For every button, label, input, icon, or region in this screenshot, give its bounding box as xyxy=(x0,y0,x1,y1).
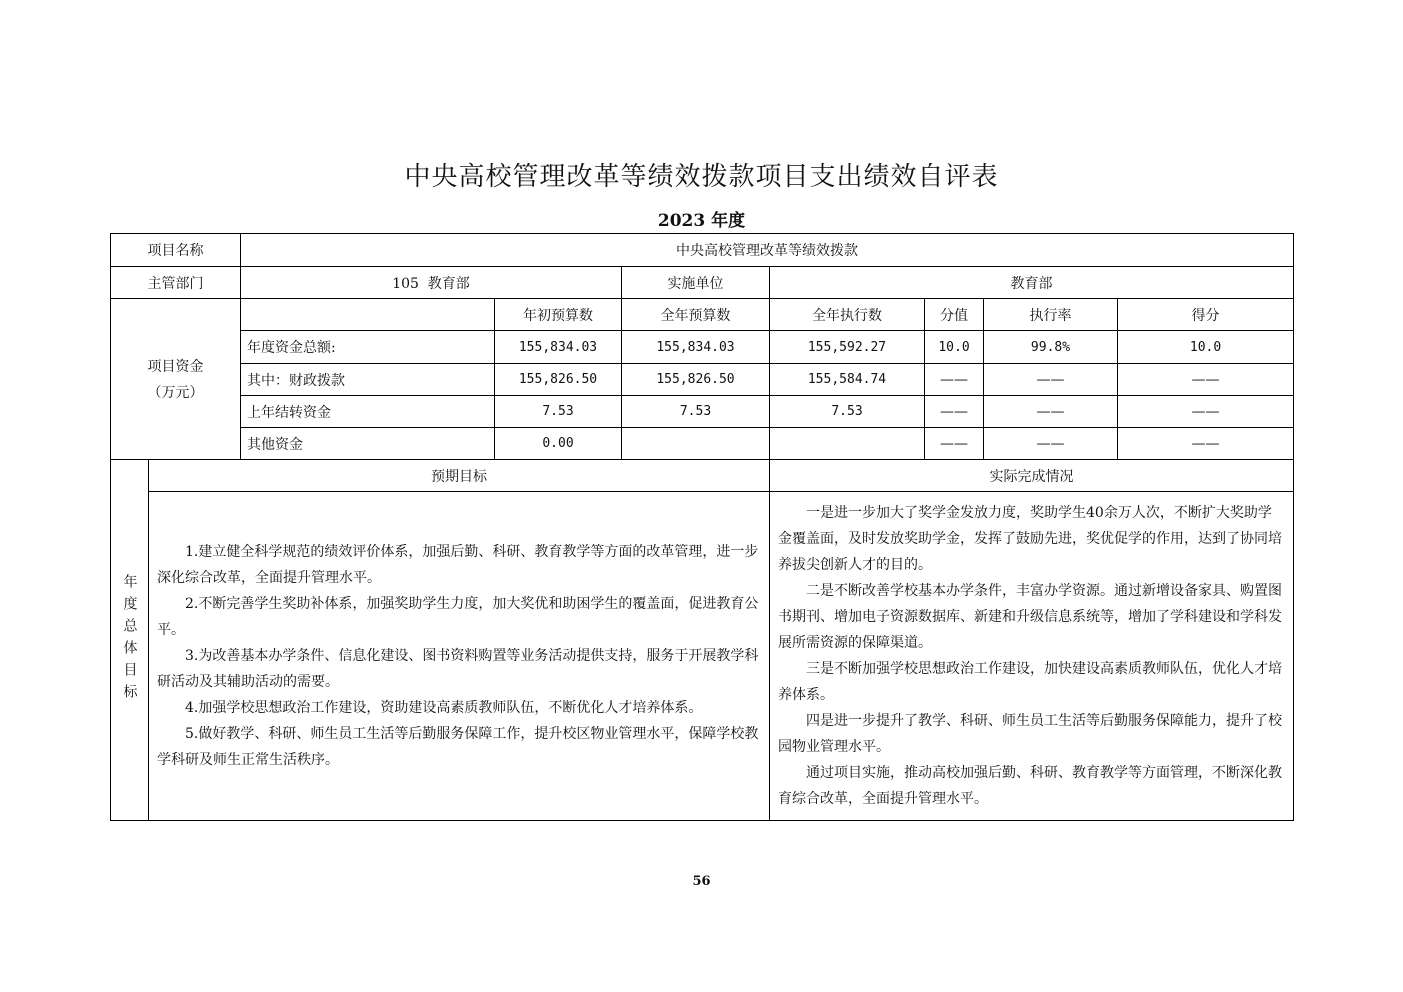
header-score-value: 分值 xyxy=(925,299,984,331)
header-annual-budget: 全年预算数 xyxy=(622,299,770,331)
cell-score-value: —— xyxy=(925,364,984,396)
table-row xyxy=(111,396,1294,428)
page-number: 56 xyxy=(692,874,711,889)
funds-label-line1: 项目资金 xyxy=(147,359,204,375)
cell-annual-budget: 7.53 xyxy=(622,396,770,428)
expected-goals-header: 预期目标 xyxy=(149,460,770,492)
cell-score-value: 10.0 xyxy=(925,331,984,364)
actual-completion-item: 三是不断加强学校思想政治工作建设，加快建设高素质教师队伍，优化人才培养体系。 xyxy=(778,661,1282,703)
year-subtitle: 2023 年度 xyxy=(657,211,746,231)
implementing-unit-label: 实施单位 xyxy=(622,267,770,299)
expected-goal-item: 3.为改善基本办学条件、信息化建设、图书资料购置等业务活动提供支持，服务于开展教学科研活动及其辅助活动的需要。 xyxy=(157,648,759,690)
header-score: 得分 xyxy=(1118,299,1294,331)
row-name: 年度资金总额: xyxy=(241,331,495,364)
cell-initial-budget: 155,834.03 xyxy=(495,331,622,364)
department-label: 主管部门 xyxy=(111,267,241,299)
funds-label xyxy=(111,299,241,460)
row-name: 其中：财政拨款 xyxy=(241,364,495,396)
project-name-row xyxy=(111,234,1294,267)
cell-score-value: —— xyxy=(925,396,984,428)
funds-header-row xyxy=(111,299,1294,331)
actual-completion-item: 四是进一步提升了教学、科研、师生员工生活等后勤服务保障能力，提升了校园物业管理水平。 xyxy=(778,713,1282,755)
cell-score: —— xyxy=(1118,396,1294,428)
funds-header-blank xyxy=(241,299,495,331)
goals-header-row xyxy=(111,460,1294,492)
table-row xyxy=(111,331,1294,364)
cell-annual-execution xyxy=(770,428,925,460)
cell-score: 10.0 xyxy=(1118,331,1294,364)
expected-goals-text xyxy=(149,492,770,821)
cell-execution-rate: —— xyxy=(984,364,1118,396)
implementing-unit-value: 教育部 xyxy=(770,267,1294,299)
cell-annual-execution: 7.53 xyxy=(770,396,925,428)
expected-goal-item: 5.做好教学、科研、师生员工生活等后勤服务保障工作，提升校区物业管理水平，保障学校教学科研及师生正常生活秩序。 xyxy=(157,726,759,768)
cell-execution-rate: —— xyxy=(984,396,1118,428)
page-title: 中央高校管理改革等绩效拨款项目支出绩效自评表 xyxy=(404,162,999,192)
project-name-label: 项目名称 xyxy=(111,234,241,267)
cell-score: —— xyxy=(1118,364,1294,396)
cell-execution-rate: —— xyxy=(984,428,1118,460)
actual-completion-item: 二是不断改善学校基本办学条件，丰富办学资源。通过新增设备家具、购置图书期刊、增加电子资源数据库、新建和升级信息系统等，增加了学科建设和学科发展所需资源的保障渠道。 xyxy=(778,583,1282,651)
cell-initial-budget: 7.53 xyxy=(495,396,622,428)
cell-annual-budget: 155,826.50 xyxy=(622,364,770,396)
cell-annual-execution: 155,584.74 xyxy=(770,364,925,396)
row-name: 其他资金 xyxy=(241,428,495,460)
cell-initial-budget: 0.00 xyxy=(495,428,622,460)
cell-execution-rate: 99.8% xyxy=(984,331,1118,364)
expected-goal-item: 1.建立健全科学规范的绩效评价体系，加强后勤、科研、教育教学等方面的改革管理，进一步深化综合改革，全面提升管理水平。 xyxy=(157,544,759,586)
header-execution-rate: 执行率 xyxy=(984,299,1118,331)
actual-completion-item: 通过项目实施，推动高校加强后勤、科研、教育教学等方面管理，不断深化教育综合改革，全面提升管理水平。 xyxy=(778,765,1282,807)
table-row xyxy=(111,364,1294,396)
self-evaluation-table xyxy=(110,233,1294,821)
cell-annual-budget: 155,834.03 xyxy=(622,331,770,364)
row-name: 上年结转资金 xyxy=(241,396,495,428)
actual-completion-header: 实际完成情况 xyxy=(770,460,1294,492)
cell-initial-budget: 155,826.50 xyxy=(495,364,622,396)
header-initial-budget: 年初预算数 xyxy=(495,299,622,331)
cell-score: —— xyxy=(1118,428,1294,460)
project-name-value: 中央高校管理改革等绩效拨款 xyxy=(241,234,1294,267)
goals-content-row xyxy=(111,492,1294,821)
cell-annual-execution: 155,592.27 xyxy=(770,331,925,364)
department-value: 105 教育部 xyxy=(241,267,622,299)
department-row xyxy=(111,267,1294,299)
header-annual-execution: 全年执行数 xyxy=(770,299,925,331)
funds-label-line2: （万元） xyxy=(147,385,204,401)
expected-goal-item: 2.不断完善学生奖助补体系，加强奖助学生力度，加大奖优和助困学生的覆盖面，促进教育公平。 xyxy=(157,596,759,638)
expected-goal-item: 4.加强学校思想政治工作建设，资助建设高素质教师队伍，不断优化人才培养体系。 xyxy=(185,700,703,716)
cell-score-value: —— xyxy=(925,428,984,460)
cell-annual-budget xyxy=(622,428,770,460)
actual-completion-item: 一是进一步加大了奖学金发放力度，奖助学生40余万人次，不断扩大奖助学金覆盖面，及时发放奖助学金，发挥了鼓励先进，奖优促学的作用，达到了协同培养拔尖创新人才的目的。 xyxy=(778,505,1282,573)
table-row xyxy=(111,428,1294,460)
goals-side-label: 年度总体目标 xyxy=(111,460,149,821)
actual-completion-text xyxy=(770,492,1294,821)
